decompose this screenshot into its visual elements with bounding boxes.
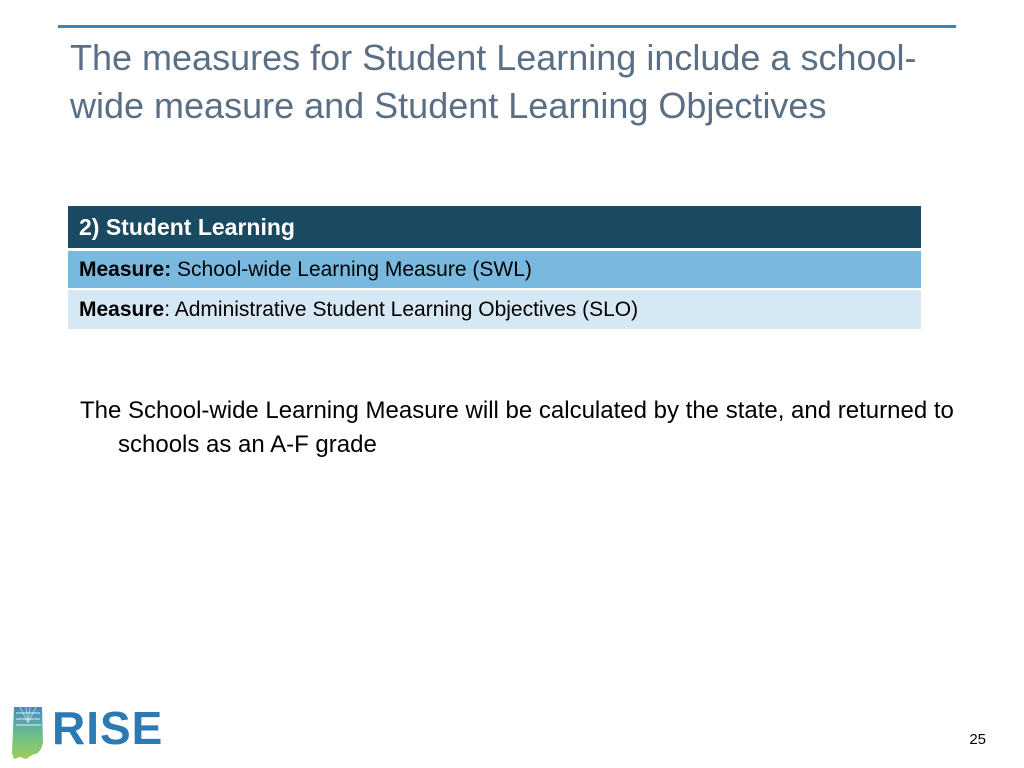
table-header: 2) Student Learning: [68, 206, 921, 251]
student-learning-table: [68, 206, 921, 329]
table-row: [68, 290, 921, 329]
rise-logo: [8, 702, 164, 761]
measure-label: Measure: [79, 297, 165, 321]
table-cell: [68, 251, 921, 290]
table-cell: [68, 290, 921, 329]
title-divider: [58, 25, 956, 28]
measure-label: Measure:: [79, 257, 172, 281]
table-header-row: [68, 206, 921, 251]
measure-value: School-wide Learning Measure (SWL): [171, 257, 532, 281]
logo-text: RISE: [52, 702, 164, 754]
body-paragraph: The School-wide Learning Measure will be calculated by the state, and returned to schools as an A-F grade: [80, 397, 954, 458]
page-number: 25: [969, 731, 986, 748]
slide-title: The measures for Student Learning include a school-wide measure and Student Learning Objectives: [70, 37, 917, 126]
measure-value: : Administrative Student Learning Objectives (SLO): [164, 297, 639, 321]
table-row: [68, 251, 921, 290]
